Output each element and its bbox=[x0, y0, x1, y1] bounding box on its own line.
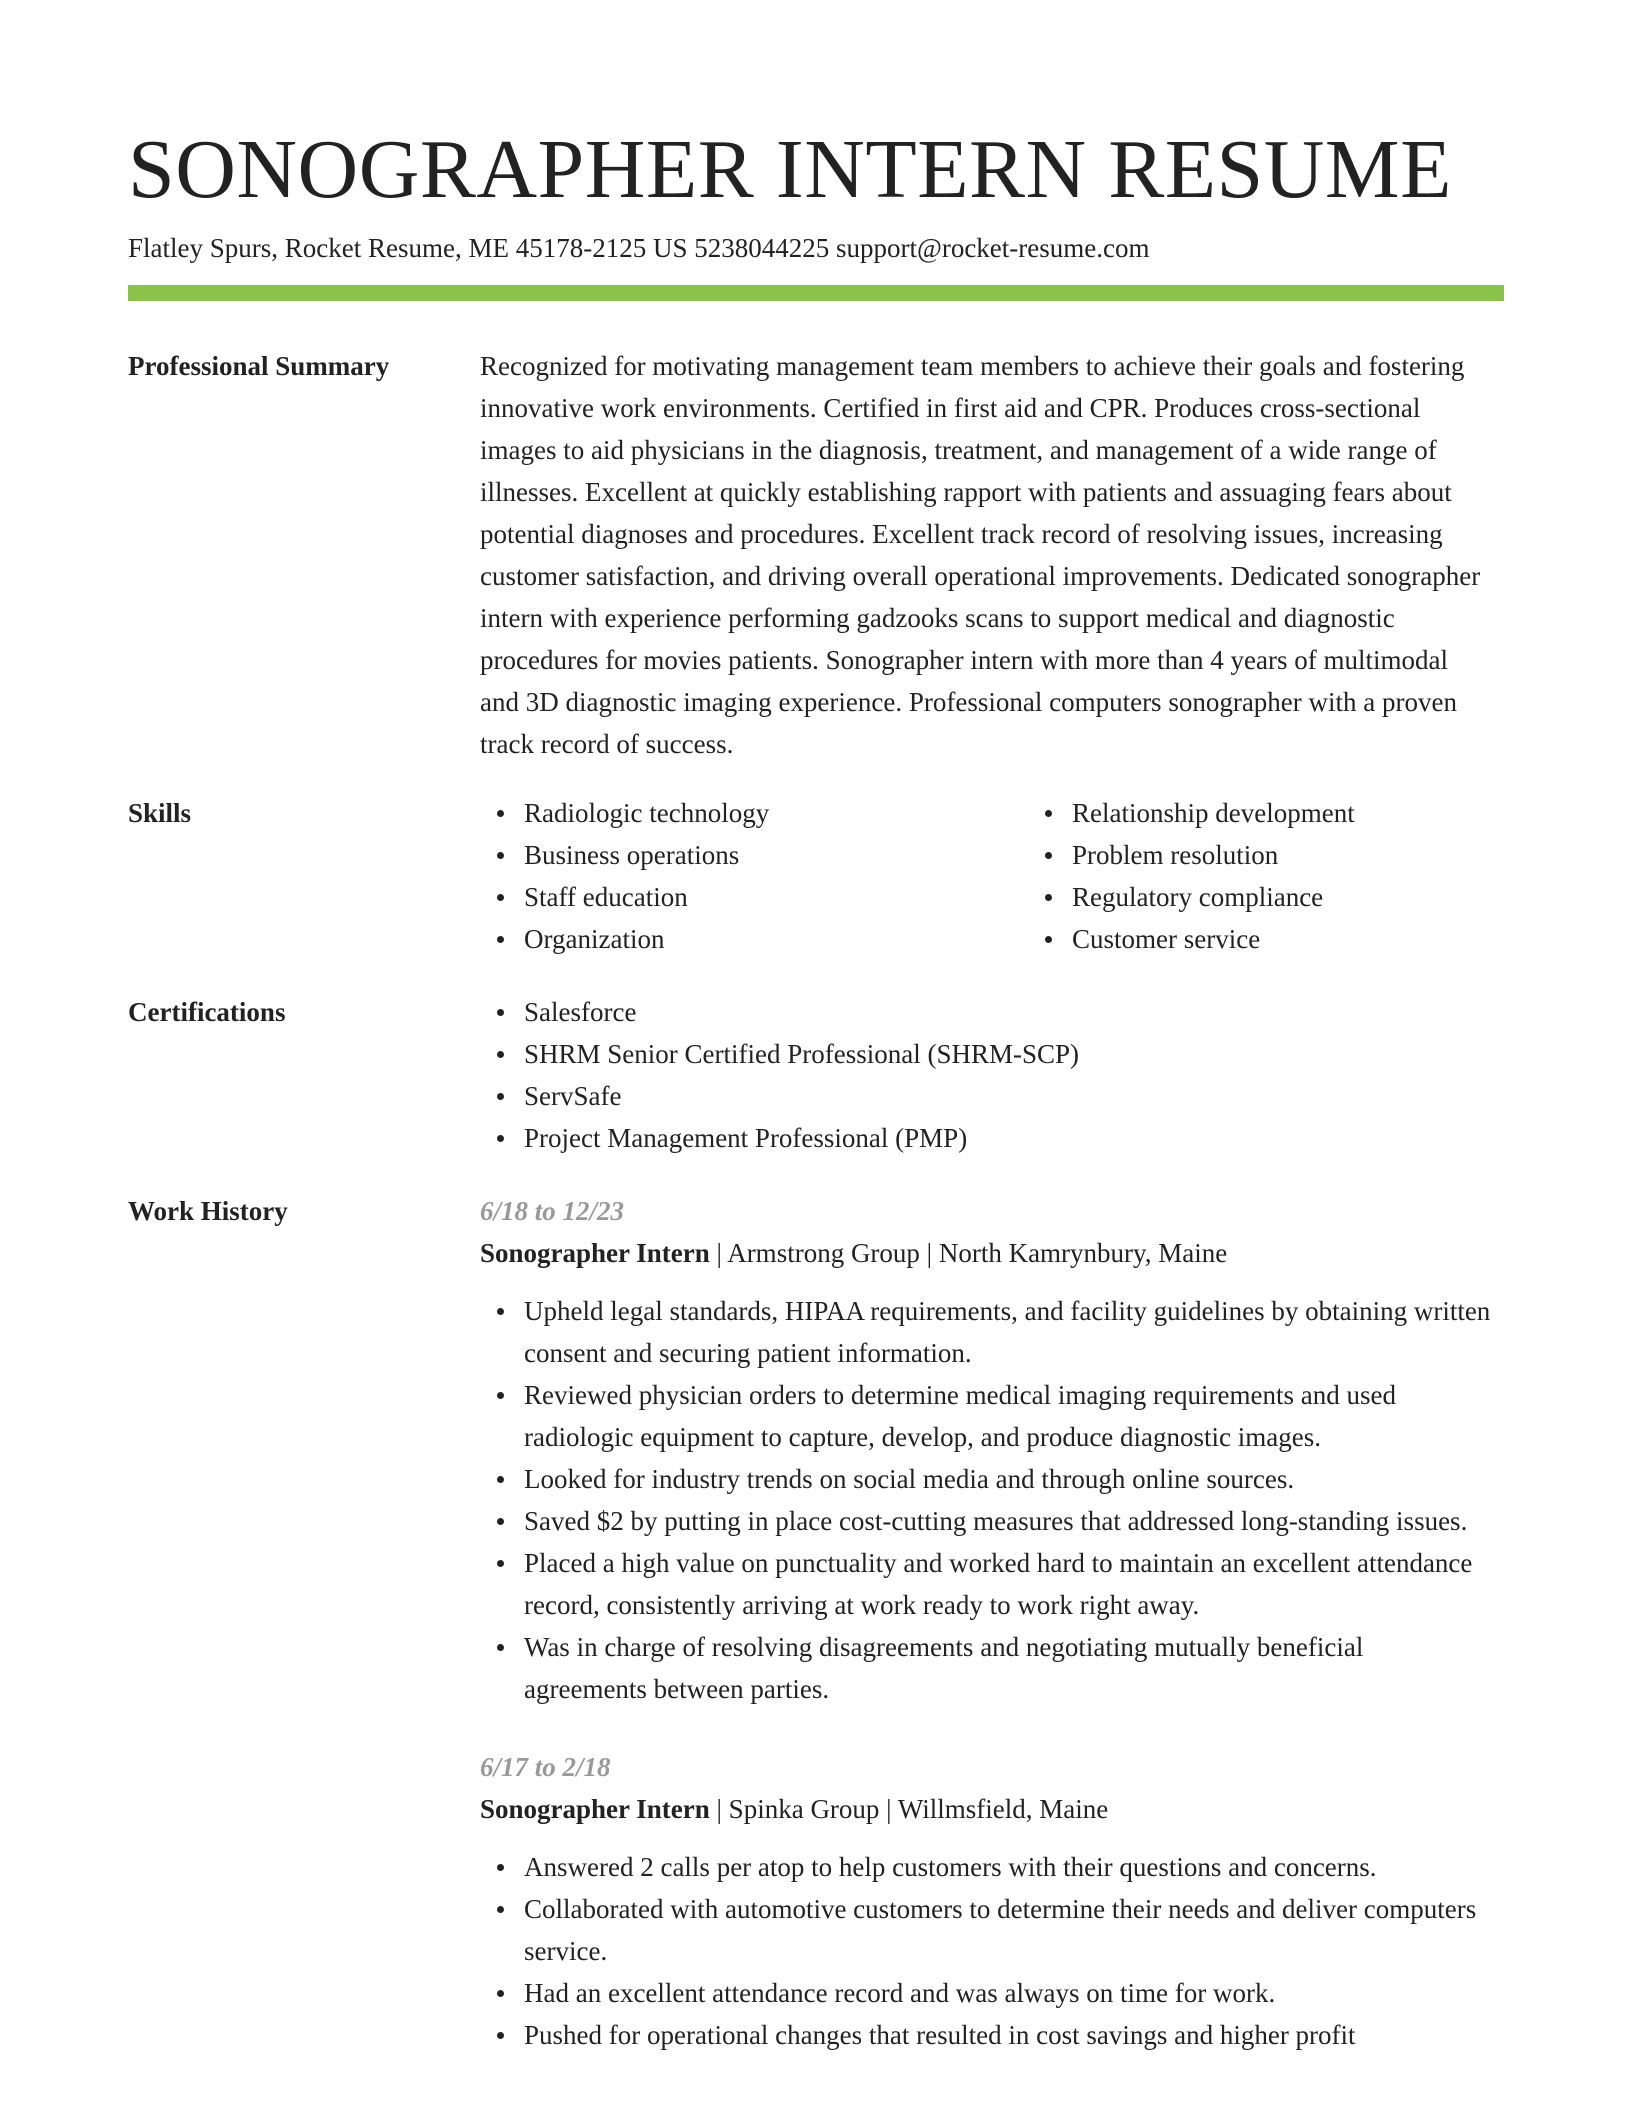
skills-list-left bbox=[480, 792, 984, 960]
summary-text: Recognized for motivating management team members to achieve their goals and fostering innovative work environments. Certified in first aid and CPR. Produces cross-sectional images to aid physicians in the diagnosis, treatment, and management of a wide range of illnesses. Excellent at quickly establishing rapport with patients and assuaging fears about potential diagnoses and procedures. Excellent track record of resolving issues, increasing customer satisfaction, and driving overall operational improvements. Dedicated sonographer intern with experience performing gadzooks scans to support medical and diagnostic procedures for movies patients. Sonographer intern with more than 4 years of multimodal and 3D diagnostic imaging experience. Professional computers sonographer with a proven track record of success. bbox=[480, 351, 1481, 759]
skill-item: Relationship development bbox=[1072, 792, 1532, 834]
job-title: Sonographer Intern bbox=[480, 1794, 710, 1824]
job-duty: Was in charge of resolving disagreements and negotiating mutually beneficial agreements between parties. bbox=[524, 1626, 1492, 1710]
skill-item: Business operations bbox=[524, 834, 984, 876]
work-history-heading: Work History bbox=[128, 1196, 288, 1226]
job-dates: 6/17 to 2/18 bbox=[480, 1752, 611, 1782]
summary-heading: Professional Summary bbox=[128, 351, 390, 381]
certification-item: Salesforce bbox=[524, 991, 1492, 1033]
job-dates: 6/18 to 12/23 bbox=[480, 1196, 625, 1226]
skill-item: Staff education bbox=[524, 876, 984, 918]
skills-list-right bbox=[1028, 792, 1532, 960]
job-duty: Upheld legal standards, HIPAA requirements, and facility guidelines by obtaining written consent and securing patient information. bbox=[524, 1290, 1492, 1374]
job-heading bbox=[480, 1232, 1492, 1274]
job-employer-location: | Armstrong Group | North Kamrynbury, Maine bbox=[709, 1238, 1228, 1268]
job-duty: Saved $2 by putting in place cost-cutting measures that addressed long-standing issues. bbox=[524, 1500, 1492, 1542]
skill-item: Organization bbox=[524, 918, 984, 960]
contact-line: Flatley Spurs, Rocket Resume, ME 45178-2125 US 5238044225 support@rocket-resume.com bbox=[128, 233, 1150, 263]
job-duty: Pushed for operational changes that resulted in cost savings and higher profit bbox=[524, 2014, 1492, 2056]
job-duty: Reviewed physician orders to determine medical imaging requirements and used radiologic equipment to capture, develop, and produce diagnostic images. bbox=[524, 1374, 1492, 1458]
skills-heading: Skills bbox=[128, 798, 192, 828]
job-duties-list bbox=[480, 1846, 1492, 2056]
certifications-list bbox=[480, 991, 1492, 1159]
job-duty: Looked for industry trends on social media and through online sources. bbox=[524, 1458, 1492, 1500]
job-duty: Collaborated with automotive customers to determine their needs and deliver computers service. bbox=[524, 1888, 1492, 1972]
certification-item: SHRM Senior Certified Professional (SHRM-SCP) bbox=[524, 1033, 1492, 1075]
job-employer-location: | Spinka Group | Willmsfield, Maine bbox=[709, 1794, 1109, 1824]
job-entry bbox=[480, 1190, 1492, 1710]
skill-item: Customer service bbox=[1072, 918, 1532, 960]
job-entry bbox=[480, 1746, 1492, 2056]
certification-item: Project Management Professional (PMP) bbox=[524, 1117, 1492, 1159]
certifications-heading: Certifications bbox=[128, 997, 286, 1027]
job-title: Sonographer Intern bbox=[480, 1238, 710, 1268]
job-heading bbox=[480, 1788, 1492, 1830]
skill-item: Regulatory compliance bbox=[1072, 876, 1532, 918]
certification-item: ServSafe bbox=[524, 1075, 1492, 1117]
header-divider bbox=[128, 285, 1504, 301]
resume-title: SONOGRAPHER INTERN RESUME bbox=[128, 123, 1452, 216]
job-duty: Placed a high value on punctuality and worked hard to maintain an excellent attendance record, consistently arriving at work ready to work right away. bbox=[524, 1542, 1492, 1626]
job-duty: Answered 2 calls per atop to help customers with their questions and concerns. bbox=[524, 1846, 1492, 1888]
skill-item: Problem resolution bbox=[1072, 834, 1532, 876]
skill-item: Radiologic technology bbox=[524, 792, 984, 834]
job-duties-list bbox=[480, 1290, 1492, 1710]
job-duty: Had an excellent attendance record and was always on time for work. bbox=[524, 1972, 1492, 2014]
